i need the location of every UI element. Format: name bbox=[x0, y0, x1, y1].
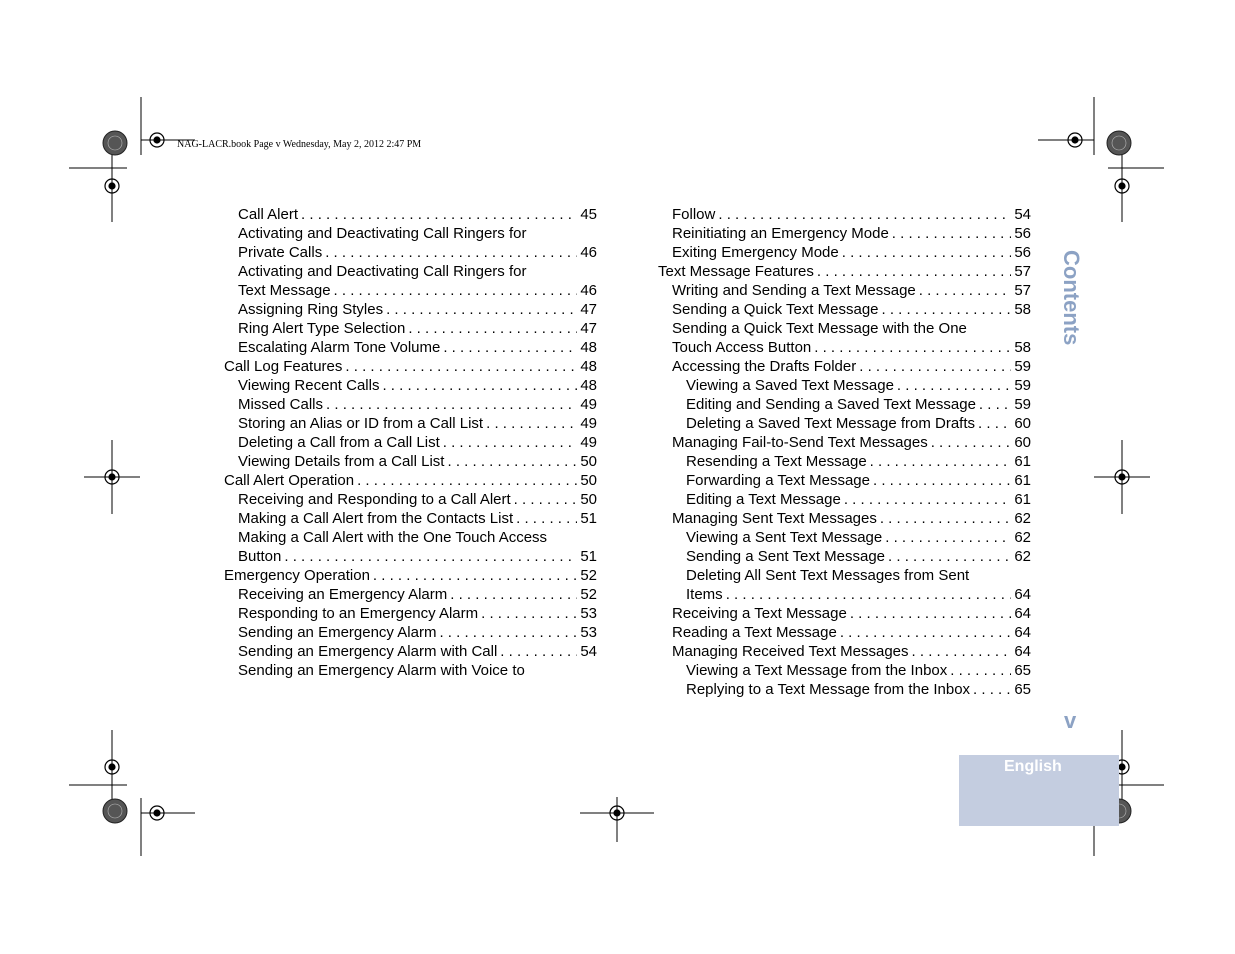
toc-entry-title: Writing and Sending a Text Message bbox=[672, 282, 916, 299]
toc-entry[interactable] bbox=[658, 357, 1031, 376]
toc-entry-title: Accessing the Drafts Folder bbox=[672, 358, 857, 375]
dot-leader bbox=[880, 509, 1011, 528]
dot-leader bbox=[408, 319, 577, 338]
toc-entry-page: 57 bbox=[1014, 282, 1031, 299]
dot-leader bbox=[892, 224, 1012, 243]
dot-leader bbox=[443, 433, 578, 452]
toc-entry-page: 56 bbox=[1014, 244, 1031, 261]
dot-leader bbox=[882, 300, 1012, 319]
toc-entry-page: 57 bbox=[1014, 263, 1031, 280]
toc-entry-page: 48 bbox=[580, 377, 597, 394]
toc-entry[interactable] bbox=[658, 262, 1031, 281]
toc-entry-title: Text Message bbox=[238, 282, 331, 299]
toc-entry[interactable] bbox=[224, 205, 597, 224]
toc-entry[interactable] bbox=[658, 319, 1031, 357]
toc-entry-title: Viewing Details from a Call List bbox=[238, 453, 445, 470]
toc-entry[interactable] bbox=[658, 395, 1031, 414]
toc-entry-title: Receiving a Text Message bbox=[672, 605, 847, 622]
dot-leader bbox=[842, 243, 1012, 262]
side-tab-label: Contents bbox=[1059, 250, 1084, 346]
toc-entry-page: 45 bbox=[580, 206, 597, 223]
toc-entry-page: 65 bbox=[1014, 681, 1031, 698]
dot-leader bbox=[950, 661, 1011, 680]
dot-leader bbox=[844, 490, 1012, 509]
toc-entry[interactable] bbox=[658, 566, 1031, 604]
toc-entry[interactable] bbox=[658, 680, 1031, 699]
toc-entry-page: 49 bbox=[580, 415, 597, 432]
toc-entry[interactable] bbox=[658, 414, 1031, 433]
toc-entry[interactable] bbox=[224, 566, 597, 585]
toc-entry-page: 52 bbox=[580, 567, 597, 584]
toc-entry[interactable] bbox=[658, 224, 1031, 243]
toc-entry-page: 62 bbox=[1014, 510, 1031, 527]
toc-entry-title: Button bbox=[238, 548, 282, 565]
toc-entry-title: Managing Sent Text Messages bbox=[672, 510, 877, 527]
toc-entry-title: Making a Call Alert from the Contacts List bbox=[238, 510, 514, 527]
toc-entry-page: 65 bbox=[1014, 662, 1031, 679]
toc-entry[interactable] bbox=[224, 262, 597, 300]
dot-leader bbox=[870, 452, 1012, 471]
dot-leader bbox=[919, 281, 1012, 300]
toc-entry[interactable] bbox=[224, 357, 597, 376]
toc-entry-page: 46 bbox=[580, 282, 597, 299]
toc-entry[interactable] bbox=[658, 509, 1031, 528]
toc-entry-page: 50 bbox=[580, 491, 597, 508]
dot-leader bbox=[859, 357, 1011, 376]
toc-entry[interactable] bbox=[658, 452, 1031, 471]
toc-entry-page: 51 bbox=[580, 510, 597, 527]
toc-entry-page: 53 bbox=[580, 624, 597, 641]
toc-entry[interactable] bbox=[658, 528, 1031, 547]
toc-entry[interactable] bbox=[658, 205, 1031, 224]
toc-entry[interactable] bbox=[224, 585, 597, 604]
toc-entry-title: Reading a Text Message bbox=[672, 624, 837, 641]
dot-leader bbox=[450, 585, 577, 604]
dot-leader bbox=[885, 528, 1011, 547]
dot-leader bbox=[814, 338, 1011, 357]
toc-entry-title: Editing and Sending a Saved Text Message bbox=[686, 396, 976, 413]
toc-entry[interactable] bbox=[224, 471, 597, 490]
toc-entry-page: 53 bbox=[580, 605, 597, 622]
toc-entry-title: Deleting a Call from a Call List bbox=[238, 434, 440, 451]
toc-entry-page: 50 bbox=[580, 472, 597, 489]
file-info-header: NAG-LACR.book Page v Wednesday, May 2, 2012 2:47 PM bbox=[177, 139, 422, 150]
toc-entry[interactable] bbox=[224, 452, 597, 471]
toc-entry-title: Touch Access Button bbox=[672, 339, 812, 356]
toc-entry-page: 47 bbox=[580, 301, 597, 318]
toc-entry-title: Call Alert bbox=[238, 206, 299, 223]
toc-entry-page: 46 bbox=[580, 244, 597, 261]
toc-entry-page: 51 bbox=[580, 548, 597, 565]
toc-entry-title-line1: Sending an Emergency Alarm with Voice to bbox=[238, 662, 525, 679]
toc-entry[interactable] bbox=[658, 281, 1031, 300]
toc-entry-page: 54 bbox=[580, 643, 597, 660]
toc-entry-title: Missed Calls bbox=[238, 396, 324, 413]
toc-entry-title: Viewing Recent Calls bbox=[238, 377, 380, 394]
toc-entry-title: Items bbox=[686, 586, 723, 603]
dot-leader bbox=[873, 471, 1011, 490]
dot-leader bbox=[897, 376, 1011, 395]
toc-entry-title: Sending an Emergency Alarm with Call bbox=[238, 643, 498, 660]
toc-entry-title: Receiving and Responding to a Call Alert bbox=[238, 491, 511, 508]
toc-entry-title: Assigning Ring Styles bbox=[238, 301, 384, 318]
dot-leader bbox=[382, 376, 577, 395]
toc-entry-page: 54 bbox=[1014, 206, 1031, 223]
toc-entry-page: 61 bbox=[1014, 472, 1031, 489]
dot-leader bbox=[718, 205, 1011, 224]
toc-entry-title: Text Message Features bbox=[658, 263, 814, 280]
dot-leader bbox=[447, 452, 577, 471]
dot-leader bbox=[817, 262, 1011, 281]
toc-entry-page: 49 bbox=[580, 396, 597, 413]
dot-leader bbox=[325, 243, 577, 262]
toc-column-left bbox=[224, 205, 597, 680]
toc-entry-title-line1: Activating and Deactivating Call Ringers for bbox=[238, 263, 527, 280]
dot-leader bbox=[888, 547, 1011, 566]
toc-entry-page: 61 bbox=[1014, 491, 1031, 508]
dot-leader bbox=[850, 604, 1011, 623]
toc-entry[interactable] bbox=[658, 243, 1031, 262]
dot-leader bbox=[840, 623, 1011, 642]
toc-entry[interactable] bbox=[224, 433, 597, 452]
toc-entry[interactable] bbox=[224, 661, 597, 680]
dot-leader bbox=[386, 300, 577, 319]
dot-leader bbox=[373, 566, 577, 585]
toc-entry-page: 60 bbox=[1014, 434, 1031, 451]
toc-entry-page: 47 bbox=[580, 320, 597, 337]
toc-entry-title: Storing an Alias or ID from a Call List bbox=[238, 415, 484, 432]
toc-entry-page: 58 bbox=[1014, 339, 1031, 356]
toc-entry-page: 48 bbox=[580, 339, 597, 356]
toc-entry-title: Escalating Alarm Tone Volume bbox=[238, 339, 441, 356]
toc-entry-page: 49 bbox=[580, 434, 597, 451]
dot-leader bbox=[486, 414, 577, 433]
toc-entry[interactable] bbox=[658, 623, 1031, 642]
toc-entry-page: 62 bbox=[1014, 548, 1031, 565]
dot-leader bbox=[514, 490, 578, 509]
toc-entry-title: Managing Fail-to-Send Text Messages bbox=[672, 434, 928, 451]
toc-entry[interactable] bbox=[658, 300, 1031, 319]
toc-entry[interactable] bbox=[658, 490, 1031, 509]
toc-entry[interactable] bbox=[224, 376, 597, 395]
toc-entry[interactable] bbox=[224, 509, 597, 528]
toc-entry-page: 58 bbox=[1014, 301, 1031, 318]
toc-entry-page: 52 bbox=[580, 586, 597, 603]
toc-entry[interactable] bbox=[658, 376, 1031, 395]
toc-entry-page: 59 bbox=[1014, 396, 1031, 413]
contents-side-tab bbox=[1060, 250, 1088, 350]
toc-entry-title: Deleting a Saved Text Message from Drafts bbox=[686, 415, 976, 432]
toc-entry-title: Follow bbox=[672, 206, 716, 223]
toc-entry-page: 61 bbox=[1014, 453, 1031, 470]
toc-entry[interactable] bbox=[224, 338, 597, 357]
toc-entry-title-line1: Deleting All Sent Text Messages from Sent bbox=[686, 567, 970, 584]
dot-leader bbox=[516, 509, 577, 528]
toc-entry[interactable] bbox=[658, 471, 1031, 490]
toc-entry-title-line1: Activating and Deactivating Call Ringers for bbox=[238, 225, 527, 242]
toc-entry-title: Replying to a Text Message from the Inbox bbox=[686, 681, 971, 698]
toc-entry-page: 62 bbox=[1014, 529, 1031, 546]
dot-leader bbox=[334, 281, 578, 300]
toc-entry[interactable] bbox=[224, 319, 597, 338]
dot-leader bbox=[284, 547, 577, 566]
toc-entry-title: Exiting Emergency Mode bbox=[672, 244, 839, 261]
page-number: v bbox=[1064, 708, 1077, 733]
dot-leader bbox=[726, 585, 1012, 604]
dot-leader bbox=[301, 205, 577, 224]
toc-entry-title: Editing a Text Message bbox=[686, 491, 841, 508]
toc-entry[interactable] bbox=[224, 528, 597, 566]
toc-entry[interactable] bbox=[224, 300, 597, 319]
toc-entry[interactable] bbox=[224, 414, 597, 433]
toc-entry-page: 48 bbox=[580, 358, 597, 375]
toc-entry[interactable] bbox=[658, 661, 1031, 680]
toc-entry[interactable] bbox=[224, 224, 597, 262]
toc-entry-title: Viewing a Sent Text Message bbox=[686, 529, 883, 546]
toc-entry-page: 64 bbox=[1014, 586, 1031, 603]
language-tab-label: English bbox=[1004, 758, 1062, 775]
toc-entry-title: Forwarding a Text Message bbox=[686, 472, 870, 489]
toc-entry-title: Responding to an Emergency Alarm bbox=[238, 605, 479, 622]
toc-entry-page: 60 bbox=[1014, 415, 1031, 432]
toc-entry-title: Private Calls bbox=[238, 244, 323, 261]
toc-entry[interactable] bbox=[224, 604, 597, 623]
toc-entry-title: Viewing a Saved Text Message bbox=[686, 377, 894, 394]
toc-entry-page: 64 bbox=[1014, 624, 1031, 641]
toc-entry[interactable] bbox=[658, 604, 1031, 623]
toc-column-right bbox=[658, 205, 1031, 699]
dot-leader bbox=[931, 433, 1012, 452]
toc-entry-title: Resending a Text Message bbox=[686, 453, 867, 470]
toc-entry[interactable] bbox=[224, 490, 597, 509]
toc-entry[interactable] bbox=[224, 395, 597, 414]
language-tab bbox=[959, 755, 1119, 826]
dot-leader bbox=[357, 471, 577, 490]
dot-leader bbox=[481, 604, 577, 623]
toc-entry-title: Call Log Features bbox=[224, 358, 343, 375]
dot-leader bbox=[443, 338, 577, 357]
toc-entry-title: Emergency Operation bbox=[224, 567, 370, 584]
toc-entry-title-line1: Sending a Quick Text Message with the One bbox=[672, 320, 967, 337]
toc-entry-title: Reinitiating an Emergency Mode bbox=[672, 225, 889, 242]
dot-leader bbox=[912, 642, 1012, 661]
toc-entry-page: 64 bbox=[1014, 643, 1031, 660]
toc-entry-title: Managing Received Text Messages bbox=[672, 643, 909, 660]
toc-entry-title: Sending a Sent Text Message bbox=[686, 548, 886, 565]
toc-entry-page: 56 bbox=[1014, 225, 1031, 242]
dot-leader bbox=[979, 395, 1011, 414]
dot-leader bbox=[439, 623, 577, 642]
toc-entry-title: Call Alert Operation bbox=[224, 472, 355, 489]
toc-entry-title: Ring Alert Type Selection bbox=[238, 320, 406, 337]
dot-leader bbox=[978, 414, 1011, 433]
toc-entry[interactable] bbox=[224, 623, 597, 642]
dot-leader bbox=[326, 395, 577, 414]
dot-leader bbox=[500, 642, 577, 661]
toc-entry-title: Viewing a Text Message from the Inbox bbox=[686, 662, 948, 679]
toc-entry-title: Sending a Quick Text Message bbox=[672, 301, 879, 318]
toc-entry[interactable] bbox=[658, 547, 1031, 566]
toc-entry[interactable] bbox=[658, 433, 1031, 452]
dot-leader bbox=[345, 357, 577, 376]
toc-entry-title: Receiving an Emergency Alarm bbox=[238, 586, 448, 603]
toc-entry-page: 59 bbox=[1014, 358, 1031, 375]
toc-entry-title: Sending an Emergency Alarm bbox=[238, 624, 437, 641]
toc-entry[interactable] bbox=[658, 642, 1031, 661]
toc-entry[interactable] bbox=[224, 642, 597, 661]
toc-entry-page: 64 bbox=[1014, 605, 1031, 622]
dot-leader bbox=[973, 680, 1011, 699]
toc-entry-page: 59 bbox=[1014, 377, 1031, 394]
toc-entry-page: 50 bbox=[580, 453, 597, 470]
toc-entry-title-line1: Making a Call Alert with the One Touch Access bbox=[238, 529, 548, 546]
